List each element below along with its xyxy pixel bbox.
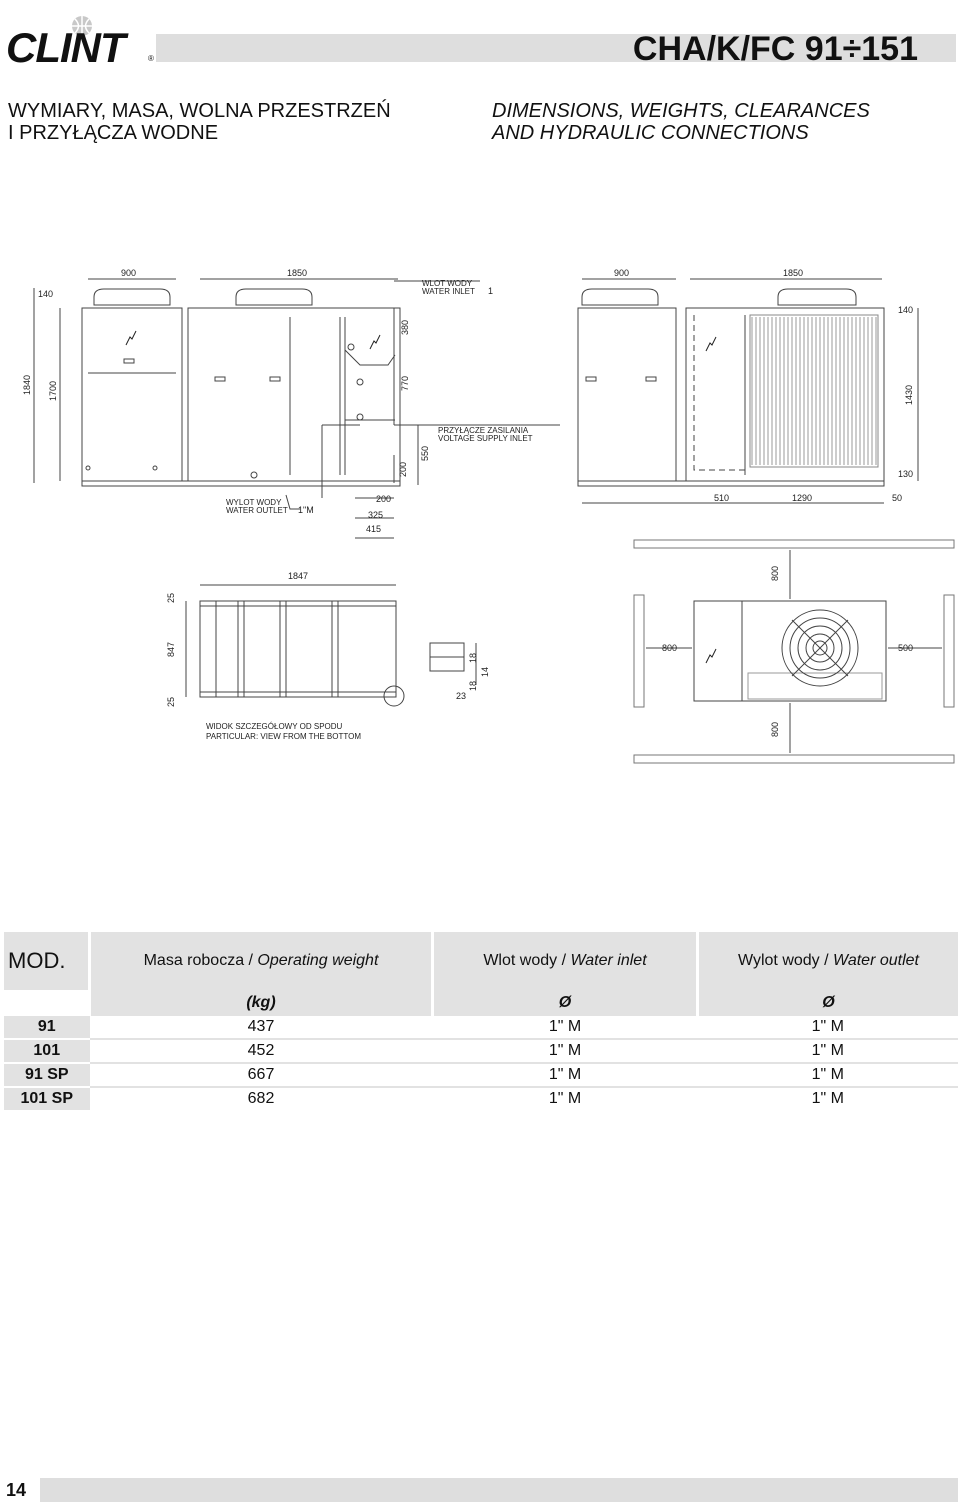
brand-name: CLINT [6, 24, 125, 71]
spec-table [4, 932, 958, 1112]
label-outlet-size: 1"M [298, 505, 314, 515]
header-weight-pl: Masa robocza / [143, 952, 258, 969]
table-header-row [4, 932, 958, 990]
units-blank [4, 990, 90, 1016]
label-inlet-pl: WLOT WODY [422, 279, 473, 288]
clearance-bottom: 800 [770, 721, 780, 737]
row-weight: 452 [90, 1039, 433, 1063]
title-pl-line2: I PRZYŁĄCZA WODNE [8, 122, 219, 144]
brand-logo [6, 18, 156, 71]
table-row [4, 1039, 958, 1063]
dim-bottom-25-bottom: 25 [166, 696, 176, 707]
header-mod: MOD. [4, 932, 90, 990]
caption-bottom-en: PARTICULAR: VIEW FROM THE BOTTOM [206, 732, 361, 741]
row-inlet: 1" M [433, 1063, 698, 1087]
dim-bottom-25-top: 25 [166, 592, 176, 603]
dim-side-1290: 1290 [792, 493, 813, 503]
label-power-pl: PRZYŁĄCZE ZASILANIA [438, 426, 529, 435]
dim-front-200-horizontal: 200 [376, 494, 392, 504]
label-outlet-en: WATER OUTLET [226, 506, 288, 515]
row-weight: 682 [90, 1087, 433, 1111]
title-polish [8, 100, 391, 144]
label-inlet-size: 1 [488, 286, 494, 296]
dim-bottom-14: 14 [480, 666, 490, 677]
clearance-top: 800 [770, 565, 780, 581]
caption-bottom-pl: WIDOK SZCZEGÓŁOWY OD SPODU [206, 722, 343, 731]
technical-drawing [0, 255, 960, 775]
title-en-line1: DIMENSIONS, WEIGHTS, CLEARANCES [492, 100, 870, 122]
label-inlet-en: WATER INLET [422, 287, 475, 296]
side-right-panel [686, 308, 884, 481]
clearance-left: 800 [662, 643, 678, 653]
dim-front-1700: 1700 [48, 380, 58, 401]
dim-front-1850: 1850 [287, 268, 308, 278]
dim-front-770: 770 [400, 375, 410, 391]
registered-mark: ® [148, 54, 154, 63]
header-outlet-en: Water outlet [833, 952, 919, 969]
unit-inlet: Ø [433, 990, 698, 1016]
label-outlet-pl: WYLOT WODY [226, 498, 282, 507]
dim-side-900: 900 [614, 268, 630, 278]
model-range-title: CHA/K/FC 91÷151 [632, 30, 918, 68]
header-weight [90, 932, 433, 990]
footer-bar [40, 1478, 958, 1502]
dim-front-550: 550 [420, 445, 430, 461]
header-inlet-pl: Wlot wody / [483, 952, 571, 969]
dim-front-140: 140 [38, 289, 54, 299]
dim-side-1850: 1850 [783, 268, 804, 278]
dim-side-130: 130 [898, 469, 914, 479]
row-weight: 437 [90, 1016, 433, 1039]
unit-weight: (kg) [90, 990, 433, 1016]
dim-bottom-1847: 1847 [288, 571, 309, 581]
row-weight: 667 [90, 1063, 433, 1087]
row-outlet: 1" M [698, 1087, 959, 1111]
bottom-frame [200, 601, 396, 697]
table-row [4, 1063, 958, 1087]
row-model: 101 SP [4, 1087, 90, 1111]
row-model: 91 [4, 1016, 90, 1039]
row-inlet: 1" M [433, 1039, 698, 1063]
dim-front-415: 415 [366, 524, 382, 534]
row-model: 91 SP [4, 1063, 90, 1087]
side-left-panel [578, 308, 676, 481]
front-right-panel [188, 308, 400, 481]
dim-bottom-23: 23 [456, 691, 467, 701]
dim-bottom-18a: 18 [468, 652, 478, 663]
label-power-en: VOLTAGE SUPPLY INLET [438, 434, 533, 443]
header-outlet [698, 932, 959, 990]
front-left-panel [82, 308, 182, 481]
dim-front-900: 900 [121, 268, 137, 278]
dim-side-1430: 1430 [904, 384, 914, 405]
header-inlet [433, 932, 698, 990]
clearance-right: 500 [898, 643, 914, 653]
row-outlet: 1" M [698, 1063, 959, 1087]
table-row [4, 1016, 958, 1039]
header-outlet-pl: Wylot wody / [738, 952, 834, 969]
title-en-line2: AND HYDRAULIC CONNECTIONS [492, 122, 809, 144]
table-units-row [4, 990, 958, 1016]
dim-front-380: 380 [400, 319, 410, 335]
dim-bottom-18b: 18 [468, 680, 478, 691]
header-weight-en: Operating weight [257, 952, 379, 969]
title-pl-line1: WYMIARY, MASA, WOLNA PRZESTRZEŃ [8, 100, 391, 122]
table-row [4, 1087, 958, 1111]
dim-front-325: 325 [368, 510, 384, 520]
unit-outlet: Ø [698, 990, 959, 1016]
row-outlet: 1" M [698, 1039, 959, 1063]
dim-bottom-847: 847 [166, 641, 176, 657]
row-inlet: 1" M [433, 1016, 698, 1039]
row-outlet: 1" M [698, 1016, 959, 1039]
dim-side-50: 50 [892, 493, 903, 503]
title-english [492, 100, 870, 144]
dim-front-200-vertical: 200 [398, 461, 408, 477]
row-model: 101 [4, 1039, 90, 1063]
row-inlet: 1" M [433, 1087, 698, 1111]
dim-front-1840: 1840 [22, 374, 32, 395]
header-inlet-en: Water inlet [570, 952, 647, 969]
dim-side-510: 510 [714, 493, 730, 503]
page-number: 14 [6, 1480, 27, 1500]
dim-side-140: 140 [898, 305, 914, 315]
